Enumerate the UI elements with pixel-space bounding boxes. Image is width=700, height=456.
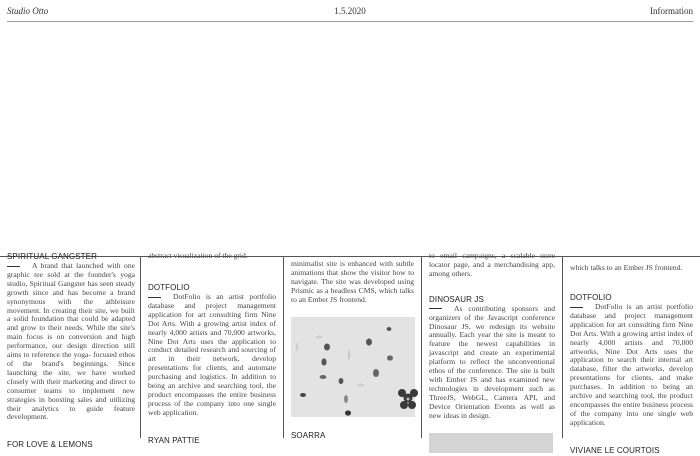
- project-title[interactable]: DOTFOLIO: [148, 283, 190, 292]
- date-label: 1.5.2020: [334, 6, 366, 16]
- project-description: DotFolio is an artist portfolio database and project management application for art consulting firm Nine Dot Arts. With a growing artist index of nearly 4,000 artists and 70,000 artworks, Nine Dot Arts uses the application to conduct detailed research and sourcing of art in their network, develop presentations for clients, and automate purchasing and logistics. In addition to being an archive and searching tool, the product encompasses the entire business process of the company into one single web application.: [148, 292, 276, 417]
- project-card[interactable]: [7, 440, 135, 450]
- project-title[interactable]: VIVIANE LE COURTOIS: [570, 445, 660, 455]
- dash-divider: [148, 297, 161, 298]
- project-column-2: [140, 251, 283, 445]
- project-image[interactable]: [291, 317, 415, 417]
- project-description: A brand that launched with one graphic tee sold at the founder's yoga studio, Spiritual Gangster has seen steady growth since and has become a brand synonymous with the athleisure movement. In creating their site, we built a solid foundation that could be adapted and grow to their needs. While the site's main focus is on conversion and high performance, our design direction still aims to reference the yoga- focused ethos of the brand's beginnings. Since launching the site, we have worked closely with their marketing and direct to consumer teams to implement new strategies in boosting sales and utilizing their analytics to guide feature development.: [7, 261, 135, 422]
- project-column-5: [562, 256, 700, 455]
- information-link[interactable]: Information: [650, 6, 693, 16]
- project-title[interactable]: RYAN PATTIE: [148, 435, 200, 445]
- dash-divider: [7, 266, 20, 267]
- project-column-3: [283, 256, 421, 438]
- project-title[interactable]: SPIRITUAL GANGSTER: [7, 252, 97, 261]
- project-description-overflow: minimalist site is enhanced with subtle animations that show the visitor how to navigate. The site was developed using Prismic as a headless CMS, which talks to an Ember JS frontend.: [291, 259, 414, 304]
- dash-divider: [429, 308, 442, 309]
- project-title[interactable]: DOTFOLIO: [570, 293, 612, 302]
- header-divider: [7, 21, 693, 22]
- project-grid: [0, 251, 700, 455]
- top-bar: [0, 0, 700, 22]
- project-description: As contributing sponsors and organizers of the Javascript conference Dinosaur JS, we redesign its website annually. Each year the site is meant to feature the newest capabilities in javascript and create an experimental platform to reflect the unconventional ethos of the conference. The site is built with Ember JS and has examined new technologies in development such as ThreeJS, WebGL, Camera API, and Device Orientation Events as well as new ideas in design.: [429, 303, 555, 420]
- project-description-overflow: abstract visualization of the grid.: [148, 251, 248, 260]
- project-title[interactable]: SOARRA: [291, 430, 326, 440]
- project-card[interactable]: [570, 446, 693, 456]
- project-card[interactable]: [148, 283, 276, 418]
- project-image[interactable]: [429, 433, 553, 453]
- project-title[interactable]: DINOSAUR JS: [429, 294, 484, 304]
- project-card[interactable]: [570, 293, 693, 428]
- project-description-overflow: which talks to an Ember JS frontend.: [570, 263, 683, 272]
- project-title[interactable]: FOR LOVE & LEMONS: [7, 440, 93, 450]
- project-column-1: [0, 252, 142, 450]
- project-description-overflow: to email campaigns, a scalable store locator page, and a merchandising app, among others.: [429, 251, 555, 278]
- project-card[interactable]: [7, 252, 135, 422]
- petals-image-icon: [291, 317, 415, 417]
- brand-link[interactable]: Studio Otto: [7, 6, 49, 16]
- project-card[interactable]: [291, 431, 414, 441]
- project-card[interactable]: [148, 436, 276, 446]
- project-column-4: [421, 251, 562, 438]
- dash-divider: [570, 307, 583, 308]
- project-description: DotFolio is an artist portfolio database and project management application for art consulting firm Nine Dot Arts. With a growing artist index of nearly 4,000 artists and 70,000 artworks, Nine Dot Arts uses the application to search their internal art database, filter the artworks, develop presentations for clients, and make purchases. In addition to being an archive and searching tool, the product encompasses the entire business process of the company into one single web application.: [570, 302, 693, 427]
- project-card[interactable]: [429, 295, 555, 453]
